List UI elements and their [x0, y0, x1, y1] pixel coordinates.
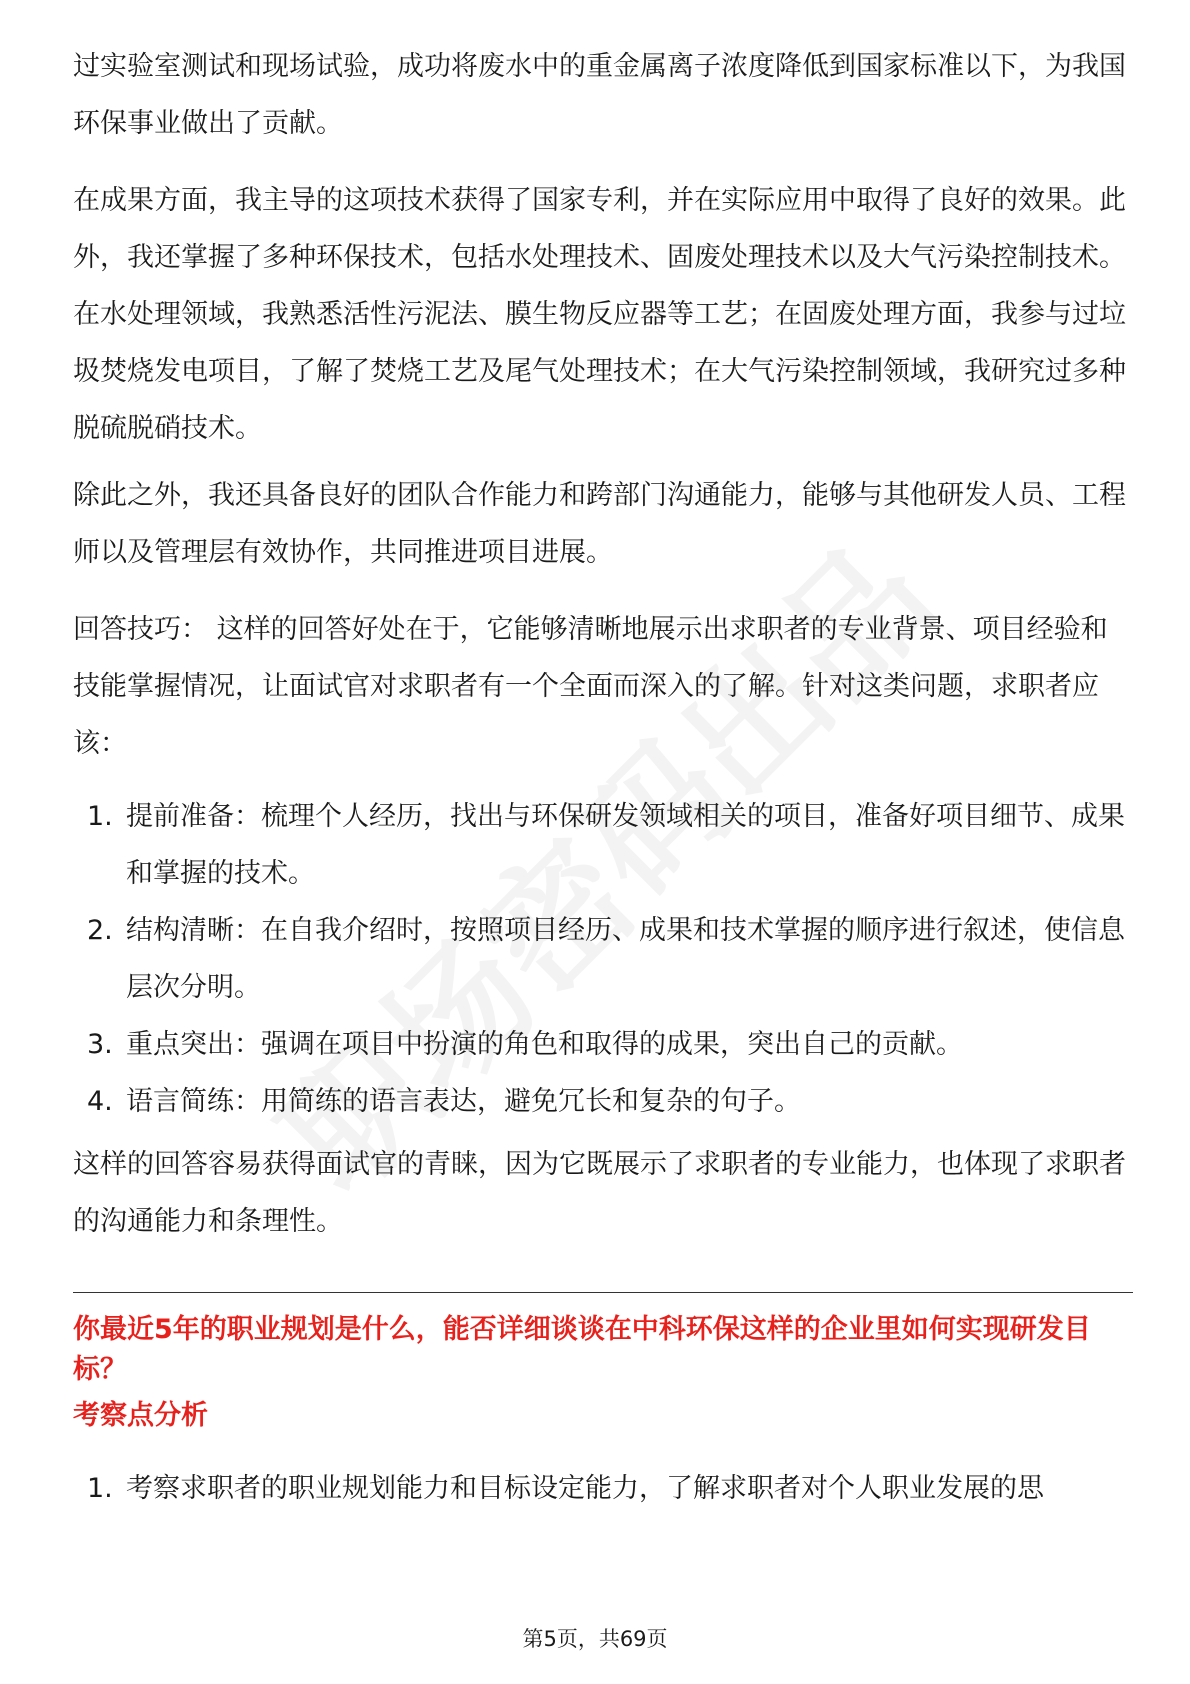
list-text: 考察求职者的职业规划能力和目标设定能力，了解求职者对个人职业发展的思 — [126, 1473, 1044, 1504]
list-item — [73, 1073, 1126, 1130]
section-divider — [73, 1292, 1133, 1293]
list-item — [73, 1016, 1126, 1073]
list-number: 1. — [87, 1473, 113, 1504]
list-item — [73, 1460, 1126, 1517]
analysis-heading: 考察点分析 — [73, 1400, 208, 1431]
paragraph-conclusion: 这样的回答容易获得面试官的青睐，因为它既展示了求职者的专业能力，也体现了求职者的沟通能力和条理性。 — [73, 1149, 1126, 1237]
list-text: 语言简练：用简练的语言表达，避免冗长和复杂的句子。 — [126, 1086, 801, 1117]
interview-question: 你最近5年的职业规划是什么，能否详细谈谈在中科环保这样的企业里如何实现研发目标？ — [73, 1314, 1091, 1385]
analysis-list — [73, 1460, 1133, 1517]
paragraph-achievements: 在成果方面，我主导的这项技术获得了国家专利，并在实际应用中取得了良好的效果。此外，我还掌握了多种环保技术，包括水处理技术、固废处理技术以及大气污染控制技术。在水处理领域，我熟悉活性污泥法、膜生物反应器等工艺；在固废处理方面，我参与过垃圾焚烧发电项目，了解了焚烧工艺及尾气处理技术；在大气污染控制领域，我研究过多种脱硫脱硝技术。 — [73, 185, 1126, 444]
list-item — [73, 788, 1126, 902]
list-text: 重点突出：强调在项目中扮演的角色和取得的成果，突出自己的贡献。 — [126, 1029, 963, 1060]
list-number: 2. — [87, 915, 113, 946]
list-number: 4. — [87, 1086, 113, 1117]
paragraph-experience-end: 过实验室测试和现场试验，成功将废水中的重金属离子浓度降低到国家标准以下，为我国环保事业做出了贡献。 — [73, 51, 1126, 139]
list-number: 3. — [87, 1029, 113, 1060]
list-text: 提前准备：梳理个人经历，找出与环保研发领域相关的项目，准备好项目细节、成果和掌握的技术。 — [126, 801, 1125, 889]
page-footer: 第5页，共69页 — [522, 1627, 668, 1651]
paragraph-teamwork: 除此之外，我还具备良好的团队合作能力和跨部门沟通能力，能够与其他研发人员、工程师以及管理层有效协作，共同推进项目进展。 — [73, 480, 1126, 568]
list-item — [73, 902, 1126, 1016]
list-number: 1. — [87, 801, 113, 832]
paragraph-answer-tips: 回答技巧： 这样的回答好处在于，它能够清晰地展示出求职者的专业背景、项目经验和技能掌握情况，让面试官对求职者有一个全面而深入的了解。针对这类问题，求职者应该： — [73, 614, 1108, 759]
tips-list — [73, 788, 1133, 1130]
list-text: 结构清晰：在自我介绍时，按照项目经历、成果和技术掌握的顺序进行叙述，使信息层次分明。 — [126, 915, 1125, 1003]
